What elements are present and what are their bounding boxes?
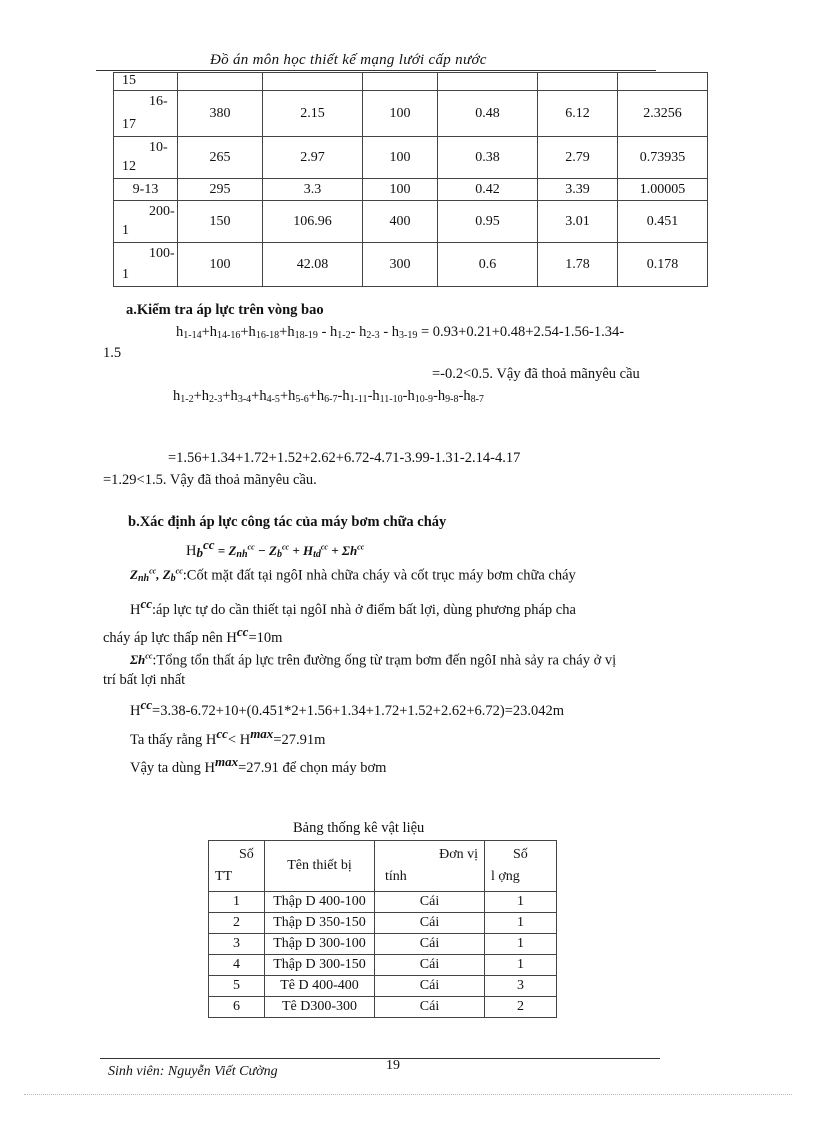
loop-equation-1: $h_{1-14}+h_{14-16}+h_{16-18}+h_{18-19} - h_{1-2}-$ $h_{2-3} - h_{3-19} = 0.93+0.21+0.48+2.54-1.56-1.34-$ xyxy=(176,324,625,341)
table-row xyxy=(114,243,708,287)
head-loss-cell: 2.3256 xyxy=(618,91,708,137)
length-cell: 150 xyxy=(178,201,263,243)
diameter-cell: 400 xyxy=(363,201,438,243)
loop-equation-2-values: =1.56+1.34+1.72+1.52+2.62+6.72-4.71-3.99-1.31-2.14-4.17 xyxy=(168,450,521,466)
length-cell: 265 xyxy=(178,137,263,179)
flow-cell: 2.97 xyxy=(263,137,363,179)
table-row: 5 Tê D 400-400 Cái 3 xyxy=(209,976,557,997)
header-rule xyxy=(96,70,656,71)
loop-1-result: =-0.2<0.5. Vậy đã thoả mãnyêu cầu xyxy=(432,366,640,382)
table-row xyxy=(114,91,708,137)
section-b-heading: b.Xác định áp lực công tác của máy bơm chữa cháy xyxy=(128,514,447,530)
length-cell: 380 xyxy=(178,91,263,137)
velocity-cell: 0.38 xyxy=(438,137,538,179)
segment-cell: 200- 1 xyxy=(114,201,178,243)
footer-rule xyxy=(100,1058,660,1059)
head-loss-cell: 0.73935 xyxy=(618,137,708,179)
footer-student-name: Sinh viên: Nguyễn Viết Cường xyxy=(108,1064,278,1079)
segment-cell: 16- 17 xyxy=(114,91,178,137)
table-row: 1 Thập D 400-100 Cái 1 xyxy=(209,892,557,913)
page-header-title: Đồ án môn học thiết kế mạng lưới cấp nước xyxy=(210,52,487,68)
flow-cell: 2.15 xyxy=(263,91,363,137)
diameter-cell: 100 xyxy=(363,91,438,137)
segment-cell: 9-13 xyxy=(114,179,178,201)
unit-loss-cell: 3.01 xyxy=(538,201,618,243)
head-loss-cell: 0.451 xyxy=(618,201,708,243)
head-loss-cell: 0.178 xyxy=(618,243,708,287)
table-header-row xyxy=(209,841,557,892)
header-qty: Số l ợng xyxy=(485,841,557,892)
length-cell: 100 xyxy=(178,243,263,287)
section-a-heading: a.Kiểm tra áp lực trên vòng bao xyxy=(126,302,324,318)
table-row xyxy=(114,137,708,179)
segment-cell: 15 xyxy=(114,73,178,91)
flow-cell: 106.96 xyxy=(263,201,363,243)
velocity-cell: 0.42 xyxy=(438,179,538,201)
pipe-table xyxy=(113,72,708,287)
comparison-line: Ta thấy rằng $H^{cc}< H^{max}=27.91m$ xyxy=(130,726,326,748)
head-loss-cell: 1.00005 xyxy=(618,179,708,201)
segment-cell: 100- 1 xyxy=(114,243,178,287)
header-stt: Số TT xyxy=(209,841,265,892)
materials-table xyxy=(208,840,557,1018)
unit-loss-cell: 1.78 xyxy=(538,243,618,287)
length-cell: 295 xyxy=(178,179,263,201)
loss-definition-cont: trí bất lợi nhất xyxy=(103,672,186,688)
unit-loss-cell: 6.12 xyxy=(538,91,618,137)
pump-head-formula: $H_b^{cc} = Z_{nh}^{cc} - Z_b^{cc} + H_{td}^{cc} + \Sigma h^{cc}$ xyxy=(186,537,365,560)
table-row: 3 Thập D 300-100 Cái 1 xyxy=(209,934,557,955)
header-unit: Đơn vị tính xyxy=(375,841,485,892)
loop-equation-1-cont: 1.5 xyxy=(103,345,122,361)
flow-cell: 3.3 xyxy=(263,179,363,201)
velocity-cell: 0.95 xyxy=(438,201,538,243)
table-row: 6 Tê D300-300 Cái 2 xyxy=(209,997,557,1018)
conclusion-line: Vậy ta dùng $H^{max}=27.91$ để chọn máy bơm xyxy=(130,754,387,776)
h-definition-cont: cháy áp lực thấp nên $H^{cc}=10m$ xyxy=(103,624,283,646)
table-row xyxy=(114,73,708,91)
diameter-cell: 300 xyxy=(363,243,438,287)
z-definition: $Z_{nh}^{cc}$, $Z_b^{cc}:Cốt$ mặt đất tại ngôI nhà chữa cháy và cốt trục máy bơm chữa cháy xyxy=(130,567,576,585)
table-row: 2 Thập D 350-150 Cái 1 xyxy=(209,913,557,934)
loop-2-result: =1.29<1.5. Vậy đã thoả mãnyêu cầu. xyxy=(103,472,317,488)
unit-loss-cell: 2.79 xyxy=(538,137,618,179)
loop-equation-2: $h_{1-2}+h_{2-3}+h_{3-4}+h_{4-5}+h_{5-6}+h_{6-7}-h_{1-11}-h_{11-10}-h_{10-9}-h_{9-8}-h_{8-7}$ xyxy=(173,388,484,405)
header-name: Tên thiết bị xyxy=(265,841,375,892)
diameter-cell: 100 xyxy=(363,179,438,201)
page-number: 19 xyxy=(386,1058,400,1073)
table-row xyxy=(114,201,708,243)
table-row xyxy=(114,179,708,201)
segment-cell: 10- 12 xyxy=(114,137,178,179)
velocity-cell: 0.6 xyxy=(438,243,538,287)
page-bottom-divider xyxy=(24,1094,792,1095)
table-row: 4 Thập D 300-150 Cái 1 xyxy=(209,955,557,976)
diameter-cell: 100 xyxy=(363,137,438,179)
h-definition: $H^{cc}:áp$ lực tự do cần thiết tại ngôI nhà ở điểm bất lợi, dùng phương pháp cha xyxy=(130,596,576,618)
materials-table-caption: Bảng thống kê vật liệu xyxy=(293,820,425,836)
unit-loss-cell: 3.39 xyxy=(538,179,618,201)
pump-head-calc: $H^{cc}=3.38-6.72+10+(0.451*2+1.56+1.34+1.72+1.52+2.62+6.72)=23.042m$ xyxy=(130,697,565,719)
velocity-cell: 0.48 xyxy=(438,91,538,137)
flow-cell: 42.08 xyxy=(263,243,363,287)
loss-definition: $\Sigma h^{cc}:Tổng$ tổn thất áp lực trên đường ống từ trạm bơm đến ngôI nhà sảy ra cháy ở vị xyxy=(130,652,617,669)
